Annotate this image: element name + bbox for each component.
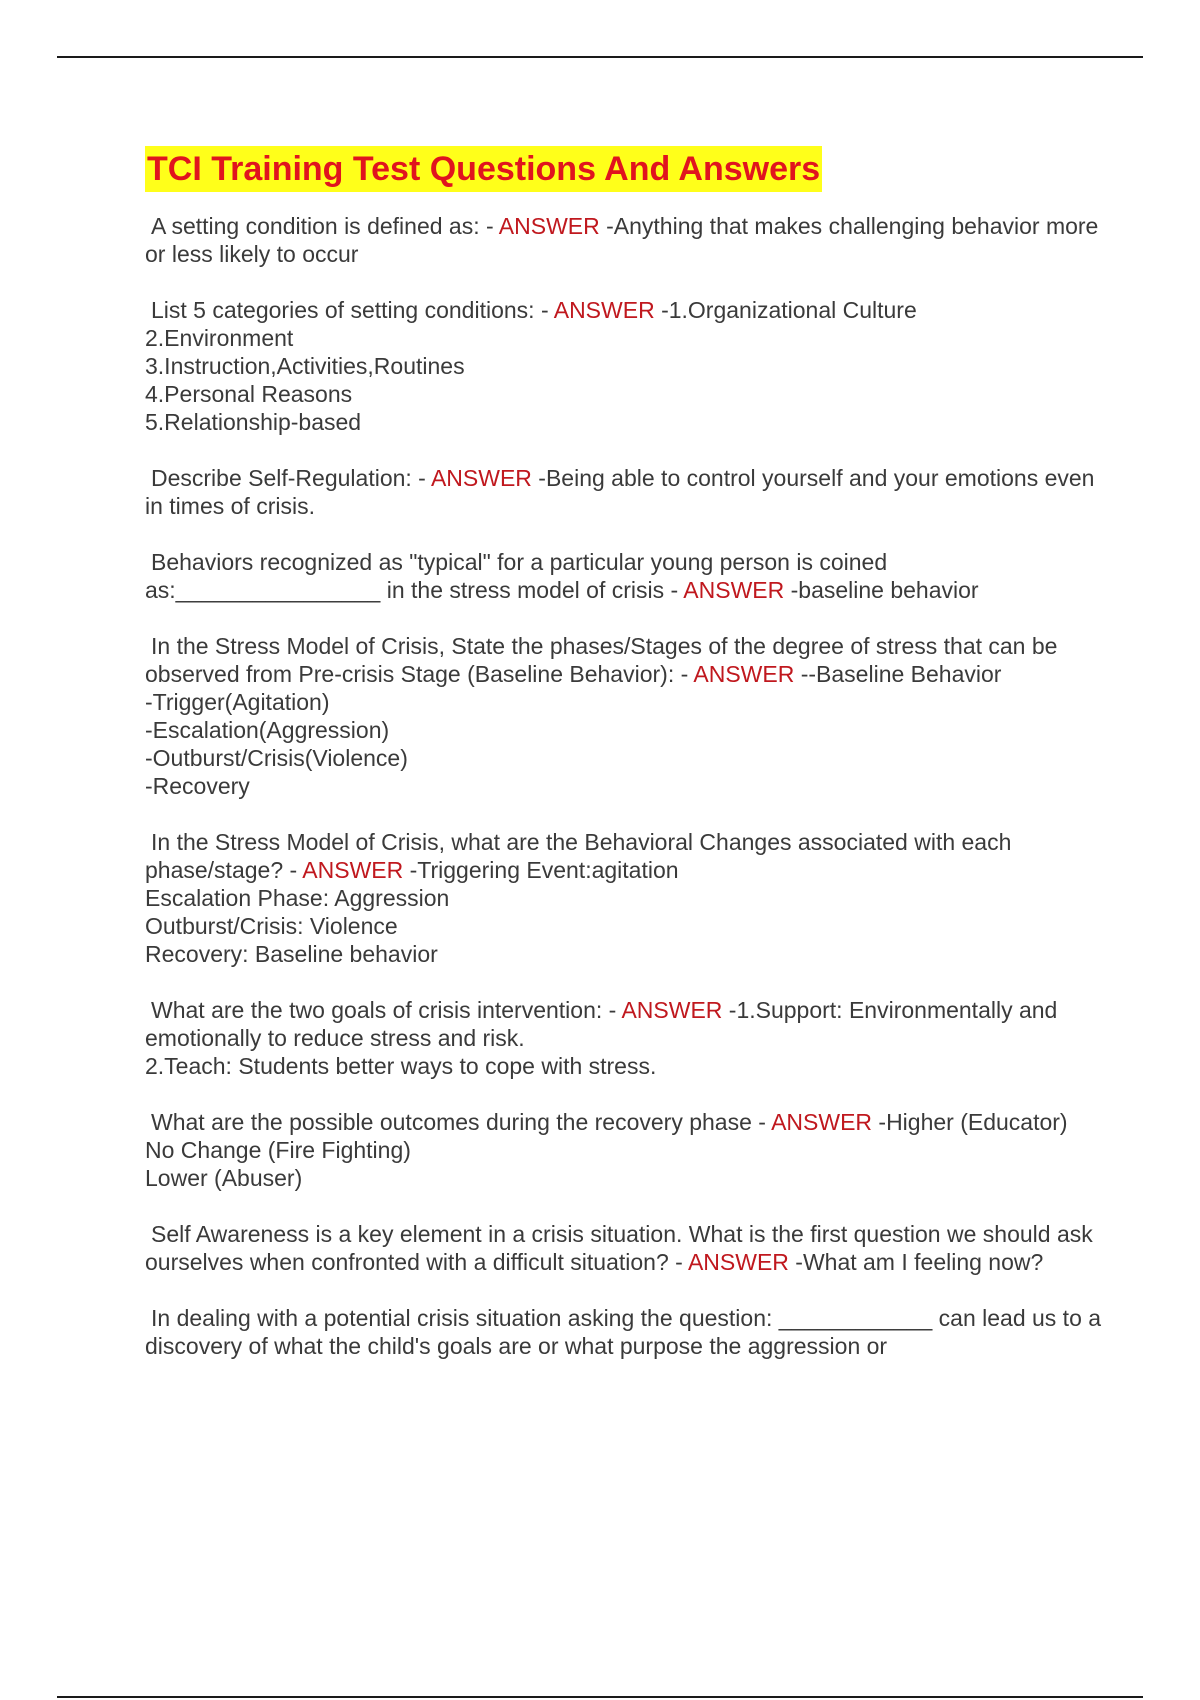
- answer-marker: ANSWER: [621, 997, 723, 1023]
- answer-text: --Baseline Behavior: [794, 661, 1002, 687]
- answer-marker: ANSWER: [430, 465, 532, 491]
- question-text: In the Stress Model of Crisis, State the phases/Stages of the degree of stress that can be observed from Pre-crisis Stage (Baseline Behavior): -: [145, 633, 1064, 687]
- answer-line: Lower (Abuser): [145, 1165, 303, 1191]
- answer-marker: ANSWER: [498, 213, 600, 239]
- answer-text: -What am I feeling now?: [788, 1249, 1044, 1275]
- question-text: List 5 categories of setting conditions: -: [151, 297, 554, 323]
- question-text: In dealing with a potential crisis situation asking the question: ____________ can lead us to a discovery of what the child's goals are or what purpose the aggression or: [145, 1305, 1108, 1359]
- question-text: In the Stress Model of Crisis, what are the Behavioral Changes associated with each phase/stage? -: [145, 829, 1018, 883]
- answer-line: 2.Teach: Students better ways to cope with stress.: [145, 1053, 657, 1079]
- answer-line: No Change (Fire Fighting): [145, 1137, 411, 1163]
- answer-line: 4.Personal Reasons: [145, 381, 353, 407]
- qa-item-4: [145, 548, 1105, 604]
- answer-line: 2.Environment: [145, 325, 294, 351]
- answer-line: -Recovery: [145, 773, 250, 799]
- qa-item-7: [145, 996, 1105, 1080]
- answer-line: -Escalation(Aggression): [145, 717, 390, 743]
- bottom-rule: [57, 1696, 1143, 1698]
- answer-line: -Outburst/Crisis(Violence): [145, 745, 408, 771]
- answer-text: -baseline behavior: [784, 577, 979, 603]
- answer-marker: ANSWER: [687, 1249, 789, 1275]
- answer-line: Outburst/Crisis: Violence: [145, 913, 398, 939]
- qa-item-1: [145, 212, 1105, 268]
- answer-line: 3.Instruction,Activities,Routines: [145, 353, 465, 379]
- qa-item-5: [145, 632, 1105, 800]
- answer-marker: ANSWER: [693, 661, 795, 687]
- qa-item-6: [145, 828, 1105, 968]
- question-text: What are the possible outcomes during the recovery phase -: [151, 1109, 772, 1135]
- answer-text: -Triggering Event:agitation: [403, 857, 679, 883]
- top-rule: [57, 56, 1143, 58]
- qa-item-10-partial: [145, 1304, 1108, 1360]
- answer-text: -Anything that makes challenging behavior more or less likely to occur: [145, 213, 1105, 267]
- answer-line: Escalation Phase: Aggression: [145, 885, 450, 911]
- answer-line: -Trigger(Agitation): [145, 689, 330, 715]
- qa-item-3: [145, 464, 1105, 520]
- answer-text: -Being able to control yourself and your emotions even in times of crisis.: [145, 465, 1101, 519]
- answer-marker: ANSWER: [771, 1109, 873, 1135]
- answer-line: Recovery: Baseline behavior: [145, 941, 438, 967]
- question-text: Behaviors recognized as "typical" for a particular young person is coined as:________________ in the stress model of crisis -: [145, 549, 894, 603]
- question-text: Describe Self-Regulation: -: [151, 465, 431, 491]
- answer-text: -Higher (Educator): [872, 1109, 1068, 1135]
- answer-marker: ANSWER: [302, 857, 404, 883]
- question-text: A setting condition is defined as: -: [151, 213, 499, 239]
- answer-line: 5.Relationship-based: [145, 409, 362, 435]
- question-text: Self Awareness is a key element in a crisis situation. What is the first question we should ask ourselves when confronted with a difficult situation? -: [145, 1221, 1100, 1275]
- answer-marker: ANSWER: [683, 577, 785, 603]
- document-body: [145, 146, 1108, 1388]
- question-text: What are the two goals of crisis intervention: -: [151, 997, 622, 1023]
- answer-marker: ANSWER: [553, 297, 655, 323]
- answer-text: -1.Support: Environmentally and emotionally to reduce stress and risk.: [145, 997, 1064, 1051]
- qa-item-8: [145, 1108, 1105, 1192]
- qa-item-2: [145, 296, 1105, 436]
- answer-text: -1.Organizational Culture: [654, 297, 917, 323]
- qa-item-9: [145, 1220, 1105, 1276]
- document-title: TCI Training Test Questions And Answers: [145, 146, 822, 192]
